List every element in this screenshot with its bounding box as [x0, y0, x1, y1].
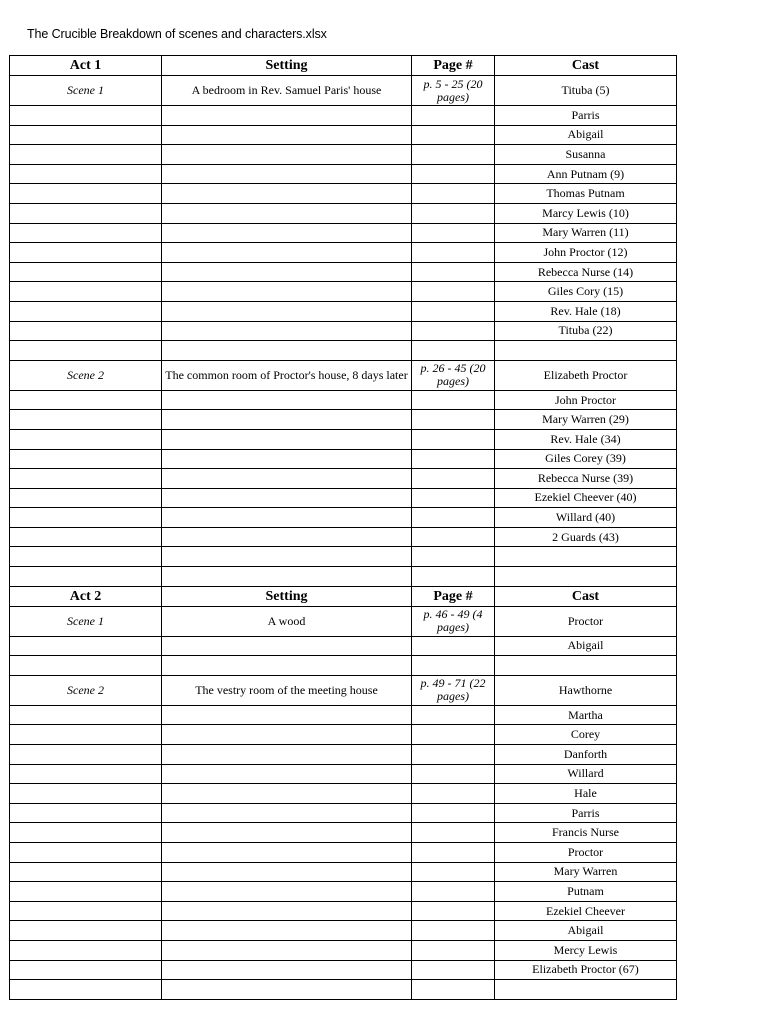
table-row [10, 429, 677, 449]
cast-cell: 2 Guards (43) [495, 527, 677, 547]
scene-pages: p. 46 - 49 (4 pages) [412, 606, 495, 636]
cast-cell: Ezekiel Cheever (40) [495, 488, 677, 508]
cast-cell: Abigail [495, 636, 677, 656]
page-header: Page # [412, 586, 495, 606]
scene-setting: A wood [162, 606, 412, 636]
table-row [10, 745, 677, 765]
table-row [10, 567, 677, 587]
scene-label: Scene 1 [10, 606, 162, 636]
table-row [10, 282, 677, 302]
table-row [10, 606, 677, 636]
cast-cell: Elizabeth Proctor [495, 360, 677, 390]
table-row [10, 784, 677, 804]
cast-cell: Elizabeth Proctor (67) [495, 960, 677, 980]
table-row [10, 203, 677, 223]
cast-cell: Rebecca Nurse (14) [495, 262, 677, 282]
table-row [10, 301, 677, 321]
scene-breakdown-table [9, 55, 677, 1000]
table-row [10, 321, 677, 341]
cast-cell: John Proctor (12) [495, 243, 677, 263]
cast-cell: Ann Putnam (9) [495, 164, 677, 184]
table-row [10, 184, 677, 204]
table-row [10, 410, 677, 430]
table-row [10, 656, 677, 676]
cast-cell: John Proctor [495, 390, 677, 410]
table-row [10, 960, 677, 980]
cast-cell: Ezekiel Cheever [495, 901, 677, 921]
table-row [10, 921, 677, 941]
act2-header-row [10, 586, 677, 606]
table-row [10, 901, 677, 921]
cast-cell: Giles Cory (15) [495, 282, 677, 302]
act-header: Act 2 [10, 586, 162, 606]
table-row [10, 803, 677, 823]
table-row [10, 547, 677, 567]
cast-cell: Rebecca Nurse (39) [495, 469, 677, 489]
cast-header: Cast [495, 56, 677, 76]
table-row [10, 262, 677, 282]
table-row [10, 705, 677, 725]
cast-cell: Giles Corey (39) [495, 449, 677, 469]
cast-cell: Francis Nurse [495, 823, 677, 843]
table-row [10, 341, 677, 361]
table-row [10, 390, 677, 410]
setting-header: Setting [162, 56, 412, 76]
cast-cell: Corey [495, 725, 677, 745]
table-row [10, 125, 677, 145]
table-row [10, 508, 677, 528]
table-row [10, 223, 677, 243]
cast-cell: Hawthorne [495, 675, 677, 705]
cast-cell: Martha [495, 705, 677, 725]
scene-setting: A bedroom in Rev. Samuel Paris' house [162, 76, 412, 106]
cast-header: Cast [495, 586, 677, 606]
cast-cell: Putnam [495, 882, 677, 902]
table-row [10, 527, 677, 547]
table-row [10, 243, 677, 263]
file-title: The Crucible Breakdown of scenes and characters.xlsx [27, 27, 327, 41]
page-header: Page # [412, 56, 495, 76]
table-row [10, 145, 677, 165]
cast-cell: Parris [495, 106, 677, 126]
cast-cell: Rev. Hale (18) [495, 301, 677, 321]
cast-cell: Mercy Lewis [495, 940, 677, 960]
cast-cell: Rev. Hale (34) [495, 429, 677, 449]
scene-pages: p. 26 - 45 (20 pages) [412, 360, 495, 390]
table-row [10, 469, 677, 489]
cast-cell: Hale [495, 784, 677, 804]
scene-setting: The vestry room of the meeting house [162, 675, 412, 705]
cast-cell: Parris [495, 803, 677, 823]
cast-cell: Thomas Putnam [495, 184, 677, 204]
cast-cell: Mary Warren (29) [495, 410, 677, 430]
act-header: Act 1 [10, 56, 162, 76]
table-row [10, 843, 677, 863]
cast-cell: Mary Warren (11) [495, 223, 677, 243]
scene-label: Scene 2 [10, 360, 162, 390]
table-row [10, 449, 677, 469]
table-row [10, 106, 677, 126]
act1-header-row [10, 56, 677, 76]
table-row [10, 636, 677, 656]
scene-label: Scene 1 [10, 76, 162, 106]
table-row [10, 940, 677, 960]
cast-cell: Proctor [495, 606, 677, 636]
cast-cell: Marcy Lewis (10) [495, 203, 677, 223]
cast-cell: Danforth [495, 745, 677, 765]
table-row [10, 823, 677, 843]
table-row [10, 360, 677, 390]
cast-cell: Proctor [495, 843, 677, 863]
table-row [10, 675, 677, 705]
cast-cell: Mary Warren [495, 862, 677, 882]
table-row [10, 725, 677, 745]
table-row [10, 164, 677, 184]
scene-pages: p. 49 - 71 (22 pages) [412, 675, 495, 705]
scene-setting: The common room of Proctor's house, 8 days later [162, 360, 412, 390]
cast-cell: Abigail [495, 921, 677, 941]
table-row [10, 76, 677, 106]
cast-cell: Abigail [495, 125, 677, 145]
setting-header: Setting [162, 586, 412, 606]
cast-cell: Willard [495, 764, 677, 784]
table-row [10, 980, 677, 1000]
cast-cell: Tituba (5) [495, 76, 677, 106]
table-row [10, 488, 677, 508]
table-row [10, 862, 677, 882]
cast-cell: Susanna [495, 145, 677, 165]
cast-cell: Tituba (22) [495, 321, 677, 341]
scene-label: Scene 2 [10, 675, 162, 705]
table-row [10, 882, 677, 902]
cast-cell: Willard (40) [495, 508, 677, 528]
scene-pages: p. 5 - 25 (20 pages) [412, 76, 495, 106]
table-row [10, 764, 677, 784]
